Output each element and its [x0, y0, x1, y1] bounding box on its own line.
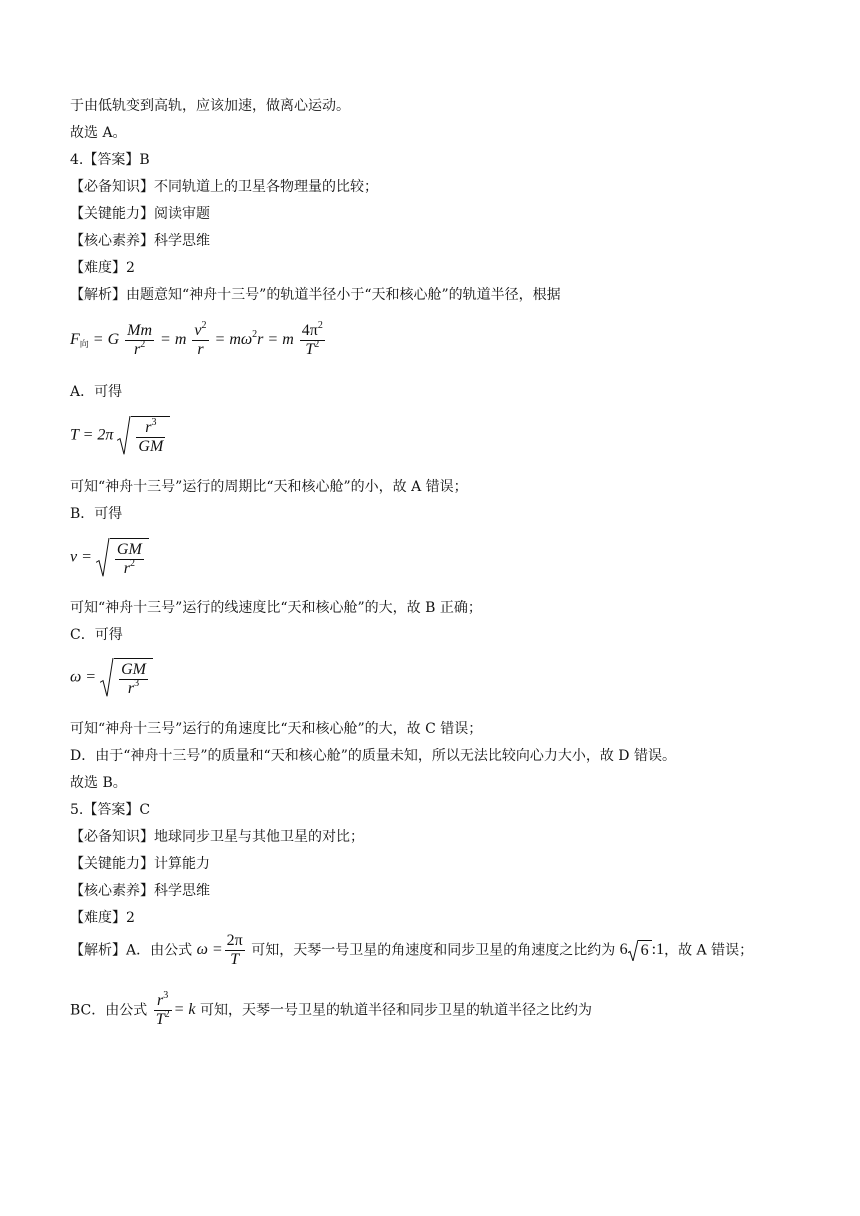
- formula-velocity: v = $\frac{GM}{r^2}$: [70, 538, 149, 578]
- option-c-derive: C．可得: [70, 627, 123, 643]
- analysis-intro: 【解析】由题意知“神舟十三号”的轨道半径小于“天和核心舱”的轨道半径，根据: [70, 287, 561, 303]
- option-a-derive: A．可得: [70, 384, 123, 400]
- key-ability: 【关键能力】阅读审题: [70, 206, 210, 222]
- formula-period: T = 2π $\frac{r^3}{GM}$: [70, 416, 170, 456]
- text-line: 故选 B。: [70, 775, 127, 791]
- option-a-conclusion: 可知“神舟十三号”运行的周期比“天和核心舱”的小，故 A 错误；: [70, 479, 468, 495]
- text-line: 故选 A。: [70, 125, 127, 141]
- formula-centripetal-force: $F_向 = G$ $\frac{Mm}{r^2}$ = m $\frac{v^2}{r}$ = $m\omega^2r = m$ $\frac{4\pi^2}{T^2}$: [70, 320, 323, 358]
- key-ability: 【关键能力】计算能力: [70, 856, 210, 872]
- analysis-line-bc: BC．由公式 $\frac{r^3}{T^2}$ = k 可知，天琴一号卫星的轨道半径和同步卫星的轨道半径之比约为: [70, 990, 592, 1028]
- option-c-conclusion: 可知“神舟十三号”运行的角速度比“天和核心舱”的大，故 C 错误；: [70, 721, 483, 737]
- required-knowledge: 【必备知识】不同轨道上的卫星各物理量的比较；: [70, 179, 378, 195]
- option-b-derive: B．可得: [70, 506, 123, 522]
- formula-angular-velocity: ω = $\frac{GM}{r^3}$: [70, 658, 153, 698]
- option-d-conclusion: D．由于“神舟十三号”的质量和“天和核心舱”的质量未知，所以无法比较向心力大小，故 D 错误。: [70, 748, 676, 764]
- analysis-line-a: 【解析】A．由公式 ω = $\frac{2\pi}{T}$ 可知，天琴一号卫星的角速度和同步卫星的角速度之比约为 6 6 :1，故 A 错误；: [70, 932, 754, 968]
- difficulty: 【难度】2: [70, 260, 135, 276]
- answer-heading-5: 5.【答案】C: [70, 802, 151, 818]
- answer-heading-4: 4.【答案】B: [70, 152, 150, 168]
- required-knowledge: 【必备知识】地球同步卫星与其他卫星的对比；: [70, 829, 364, 845]
- difficulty: 【难度】2: [70, 910, 135, 926]
- core-literacy: 【核心素养】科学思维: [70, 883, 210, 899]
- option-b-conclusion: 可知“神舟十三号”运行的线速度比“天和核心舱”的大，故 B 正确；: [70, 600, 482, 616]
- text-line: 于由低轨变到高轨，应该加速，做离心运动。: [70, 98, 350, 114]
- core-literacy: 【核心素养】科学思维: [70, 233, 210, 249]
